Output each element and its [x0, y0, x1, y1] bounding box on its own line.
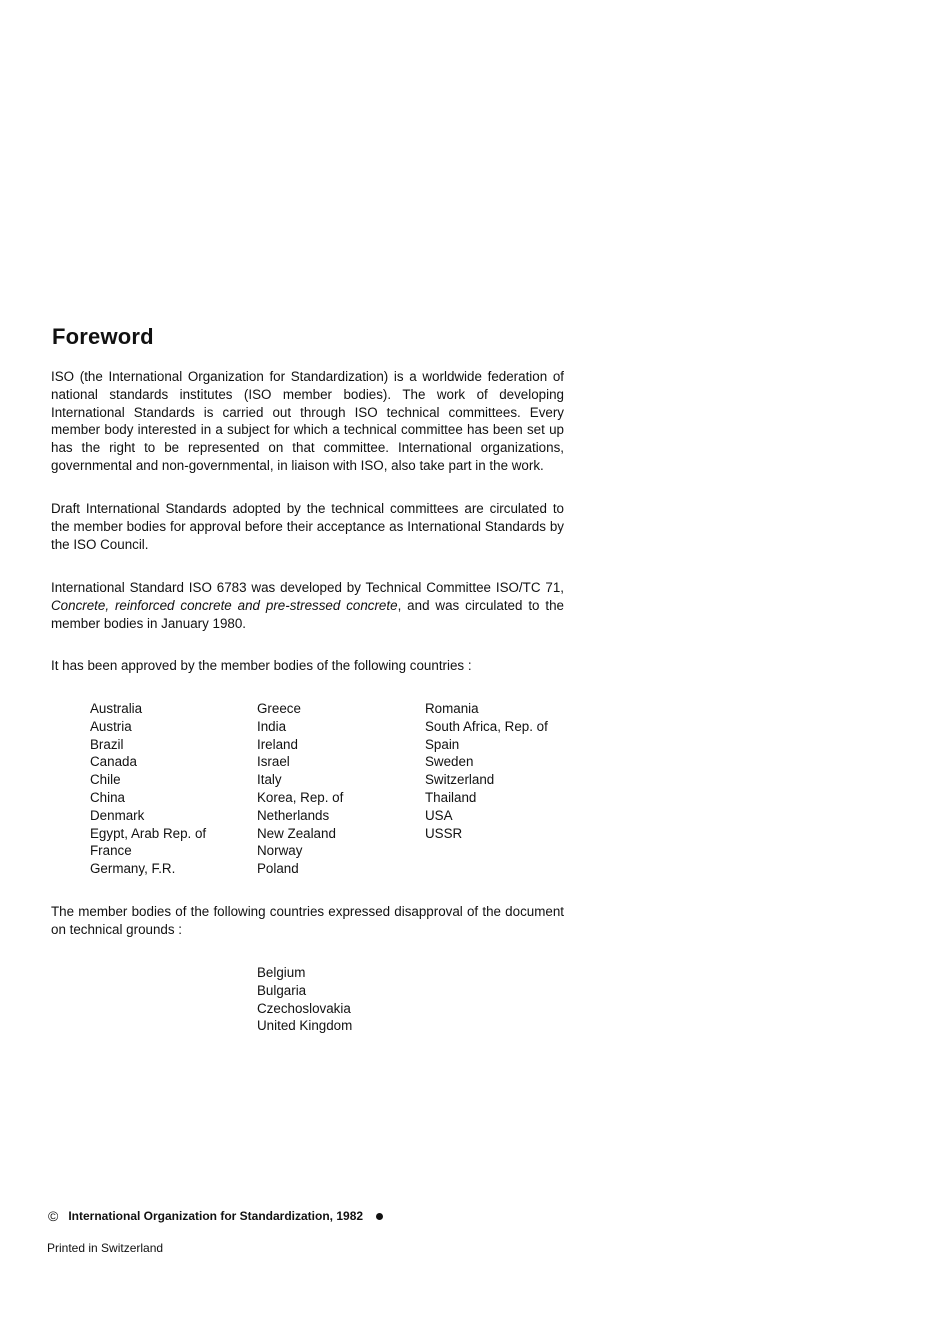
list-item: Belgium	[257, 965, 306, 980]
list-item: Brazil	[90, 736, 124, 752]
list-item: Denmark	[90, 807, 145, 823]
list-item: Chile	[90, 772, 121, 788]
list-item: Ireland	[257, 736, 298, 752]
list-item: Poland	[257, 861, 299, 877]
list-item: Israel	[257, 754, 290, 770]
list-item: Romania	[425, 701, 479, 716]
disapproved-countries-list	[257, 964, 352, 1035]
printed-location: Printed in Switzerland	[47, 1241, 164, 1255]
list-item: Greece	[257, 701, 301, 716]
list-item: Australia	[90, 701, 143, 716]
list-item: United Kingdom	[257, 1018, 353, 1034]
list-item: Netherlands	[257, 807, 330, 823]
approved-countries-column-3	[425, 700, 548, 842]
list-item: Korea, Rep. of	[257, 789, 344, 805]
list-item: USSR	[425, 825, 463, 841]
committee-title: Concrete, reinforced concrete and pre-stressed concrete	[51, 597, 398, 613]
list-item: Italy	[257, 772, 282, 788]
list-item: India	[257, 718, 287, 734]
list-item: Bulgaria	[257, 982, 307, 998]
list-item: Spain	[425, 736, 460, 752]
copyright-icon: ©	[48, 1208, 59, 1224]
approval-intro: It has been approved by the member bodies of the following countries :	[51, 658, 472, 673]
approved-countries-column-2	[257, 700, 343, 878]
list-item: Switzerland	[425, 772, 495, 788]
foreword-paragraph-standard	[51, 579, 564, 632]
approved-countries-column-1	[90, 700, 206, 878]
list-item: USA	[425, 807, 453, 823]
list-item: France	[90, 843, 132, 859]
list-item: Thailand	[425, 789, 477, 805]
disapproval-intro: The member bodies of the following countries expressed disapproval of the document on technical grounds :	[51, 904, 564, 937]
list-item: Czechoslovakia	[257, 1000, 351, 1016]
list-item: China	[90, 789, 125, 805]
copyright-line	[48, 1208, 383, 1224]
standard-text-after: , and was circulated to the member bodies in January 1980.	[51, 597, 564, 631]
foreword-paragraph-iso: ISO (the International Organization for Standardization) is a worldwide federation of national standards institutes (ISO member bodies). The work of developing International Standards is carried out through ISO technical committees. Every member body interested in a subject for which a technical committee has been set up has the right to be represented on that committee. International organizations, governmental and non-governmental, in liaison with ISO, also take part in the work.	[51, 369, 564, 473]
list-item: Sweden	[425, 754, 474, 770]
bullet-icon	[376, 1213, 383, 1220]
list-item: Canada	[90, 754, 137, 770]
list-item: Austria	[90, 718, 132, 734]
list-item: Germany, F.R.	[90, 861, 176, 877]
list-item: Norway	[257, 843, 303, 859]
standard-text-before: International Standard ISO 6783 was developed by Technical Committee ISO/TC 71,	[51, 580, 564, 595]
copyright-text: International Organization for Standardization, 1982	[68, 1209, 364, 1223]
list-item: New Zealand	[257, 825, 336, 841]
list-item: Egypt, Arab Rep. of	[90, 825, 207, 841]
list-item: South Africa, Rep. of	[425, 718, 548, 734]
foreword-paragraph-draft: Draft International Standards adopted by the technical committees are circulated to the member bodies for approval before their acceptance as International Standards by the ISO Council.	[51, 501, 564, 552]
page-title: Foreword	[52, 324, 154, 349]
